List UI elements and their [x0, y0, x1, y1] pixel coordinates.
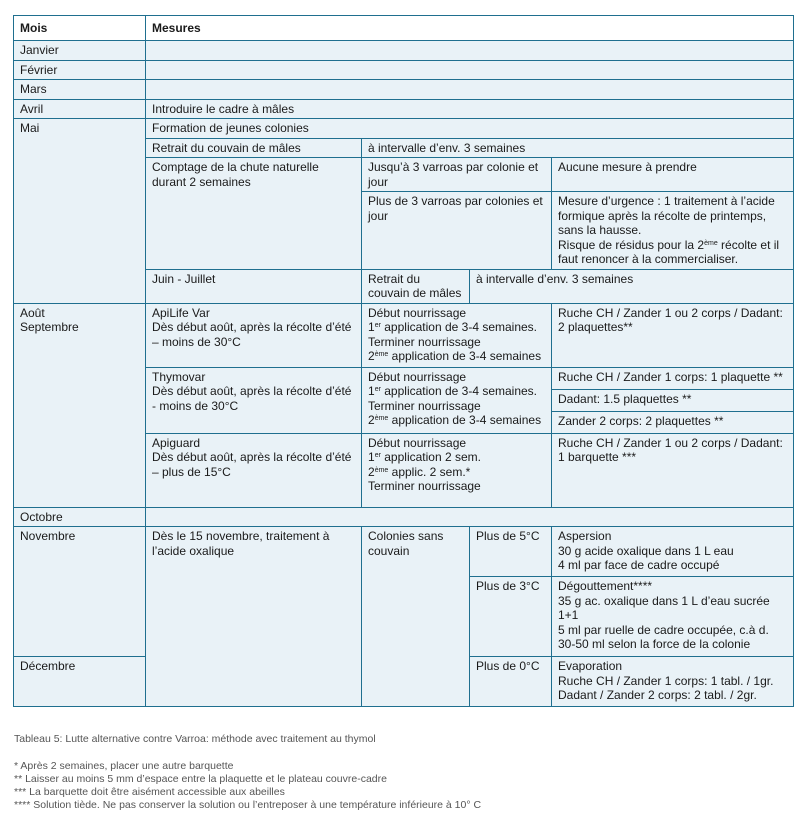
schedule-line: Terminer nourrissage — [368, 479, 481, 493]
footnotes — [14, 760, 481, 812]
thymovar-dose3: Zander 2 corps: 2 plaquettes ** — [552, 411, 794, 433]
thymovar-cell — [146, 367, 362, 433]
aspersion-line: 4 ml par face de cadre occupé — [558, 558, 720, 572]
ordinal-suffix: er — [374, 322, 381, 329]
month-novembre: Novembre — [14, 527, 146, 657]
varroa-treatment-table — [13, 15, 794, 707]
apiguard-desc: Dès début août, après la récolte d’été – plus de 15°C — [152, 450, 352, 479]
decembre-plus0: Plus de 0°C — [470, 657, 552, 707]
urgence-sup: ème — [704, 239, 718, 247]
footnote-3: *** La barquette doit être aisément accessible aux abeilles — [14, 786, 285, 798]
table-caption: Tableau 5: Lutte alternative contre Varroa: méthode avec traitement au thymol — [14, 733, 376, 745]
month-fevrier: Février — [14, 60, 146, 80]
apiguard-schedule — [362, 433, 552, 507]
evaporation-title: Evaporation — [558, 659, 623, 673]
ordinal-suffix: ème — [374, 466, 389, 474]
mai-plus-de-3: Plus de 3 varroas par colonies et jour — [362, 192, 552, 270]
apiguard-name: Apiguard — [152, 435, 201, 450]
empty-cell — [146, 507, 794, 527]
aspersion-line: 30 g acide oxalique dans 1 L eau — [558, 543, 734, 558]
evaporation-line: Dadant / Zander 2 corps: 2 tabl. / 2gr. — [558, 688, 757, 702]
schedule-line: application 2 sem. — [380, 450, 481, 464]
urgence-line1: Mesure d’urgence : 1 traitement à l’acide formique après la récolte de printemps, sans la hausse. — [558, 194, 775, 237]
novembre-aspersion — [552, 527, 794, 577]
schedule-line: application de 3-4 semaines. — [380, 320, 538, 334]
decembre-evaporation — [552, 657, 794, 707]
apiguard-dose: Ruche CH / Zander 1 ou 2 corps / Dadant: 1 barquette *** — [552, 433, 794, 507]
ordinal-suffix: ème — [374, 351, 389, 358]
header-mesures: Mesures — [146, 16, 794, 41]
schedule-line: Début nourrissage — [368, 305, 467, 320]
novembre-degouttement — [552, 577, 794, 657]
aspersion-title: Aspersion — [558, 529, 612, 543]
header-mois: Mois — [14, 16, 146, 41]
thymovar-schedule — [362, 367, 552, 433]
month-septembre: Septembre — [20, 320, 79, 334]
mai-aucune: Aucune mesure à prendre — [552, 158, 794, 192]
juin-intervalle: à intervalle d’env. 3 semaines — [470, 269, 794, 303]
ordinal-suffix: er — [374, 386, 381, 393]
month-aout: Août — [20, 305, 45, 320]
novembre-plus3: Plus de 3°C — [470, 577, 552, 657]
mai-jusqua: Jusqu’à 3 varroas par colonie et jour — [362, 158, 552, 192]
mai-comptage: Comptage de la chute naturelle durant 2 semaines — [146, 158, 362, 270]
urgence-line2b: récolte et il faut renoncer à la commercialiser. — [558, 237, 780, 266]
thymovar-desc: Dès début août, après la récolte d’été - moins de 30°C — [152, 384, 352, 413]
ordinal-suffix: ème — [374, 415, 389, 422]
apiguard-cell — [146, 433, 362, 507]
urgence-line2a: Risque de résidus pour la 2 — [558, 237, 705, 252]
schedule-line: Terminer nourrissage — [368, 398, 481, 413]
degouttement-title: Dégouttement**** — [558, 579, 653, 593]
month-avril: Avril — [14, 99, 146, 119]
juin-retrait: Retrait du couvain de mâles — [362, 269, 470, 303]
month-decembre: Décembre — [14, 657, 146, 707]
mai-retrait: Retrait du couvain de mâles — [146, 138, 362, 158]
mai-urgence — [552, 192, 794, 270]
mai-formation: Formation de jeunes colonies — [146, 119, 794, 139]
degouttement-line: 35 g ac. oxalique dans 1 L d’eau sucrée 1+1 — [558, 593, 770, 622]
month-juin-juillet: Juin - Juillet — [146, 269, 362, 303]
thymovar-dose2: Dadant: 1.5 plaquettes ** — [552, 389, 794, 411]
schedule-line-sup: 1er — [368, 384, 381, 398]
month-janvier: Janvier — [14, 41, 146, 61]
empty-cell — [146, 80, 794, 100]
month-aout-septembre — [14, 303, 146, 507]
empty-cell — [146, 41, 794, 61]
schedule-line-sup: 1er — [368, 320, 381, 334]
thymovar-name: Thymovar — [152, 369, 206, 384]
schedule-line: application de 3-4 semaines — [388, 413, 542, 427]
apilife-dose: Ruche CH / Zander 1 ou 2 corps / Dadant: 2 plaquettes** — [552, 303, 794, 367]
avril-mesure: Introduire le cadre à mâles — [146, 99, 794, 119]
schedule-line: applic. 2 sem.* — [388, 464, 471, 479]
schedule-line: Terminer nourrissage — [368, 334, 481, 349]
schedule-line: Début nourrissage — [368, 369, 467, 384]
evaporation-line: Ruche CH / Zander 1 corps: 1 tabl. / 1gr. — [558, 673, 774, 688]
footnote-1: * Après 2 semaines, placer une autre barquette — [14, 760, 234, 772]
apilife-name: ApiLife Var — [152, 305, 210, 320]
schedule-line-sup: 1er — [368, 450, 381, 464]
empty-cell — [146, 60, 794, 80]
month-mars: Mars — [14, 80, 146, 100]
novembre-traitement: Dès le 15 novembre, traitement à l’acide oxalique — [146, 527, 362, 707]
mai-retrait-intervalle: à intervalle d’env. 3 semaines — [362, 138, 794, 158]
novembre-plus5: Plus de 5°C — [470, 527, 552, 577]
novembre-colonies: Colonies sans couvain — [362, 527, 470, 707]
month-mai: Mai — [14, 119, 146, 304]
ordinal-suffix: er — [374, 452, 381, 459]
footnote-4: **** Solution tiède. Ne pas conserver la solution ou l’entreposer à une température inférieure à 10° C — [14, 799, 482, 811]
schedule-line: Début nourrissage — [368, 435, 467, 450]
apilife-desc: Dès début août, après la récolte d’été – moins de 30°C — [152, 320, 352, 349]
schedule-line-sup: 2ème — [368, 464, 389, 479]
thymovar-dose1: Ruche CH / Zander 1 corps: 1 plaquette ** — [552, 367, 794, 389]
footnote-2: ** Laisser au moins 5 mm d’espace entre la plaquette et le plateau couvre-cadre — [14, 773, 387, 785]
degouttement-line: 5 ml par ruelle de cadre occupée, c.à d. 30-50 ml selon la force de la colonie — [558, 622, 769, 651]
apilife-schedule — [362, 303, 552, 367]
schedule-line: application de 3-4 semaines — [388, 349, 542, 363]
apilife-cell — [146, 303, 362, 367]
schedule-line-sup: 2ème — [368, 413, 389, 427]
schedule-line: application de 3-4 semaines. — [380, 384, 538, 398]
schedule-line-sup: 2ème — [368, 349, 389, 363]
month-octobre: Octobre — [14, 507, 146, 527]
